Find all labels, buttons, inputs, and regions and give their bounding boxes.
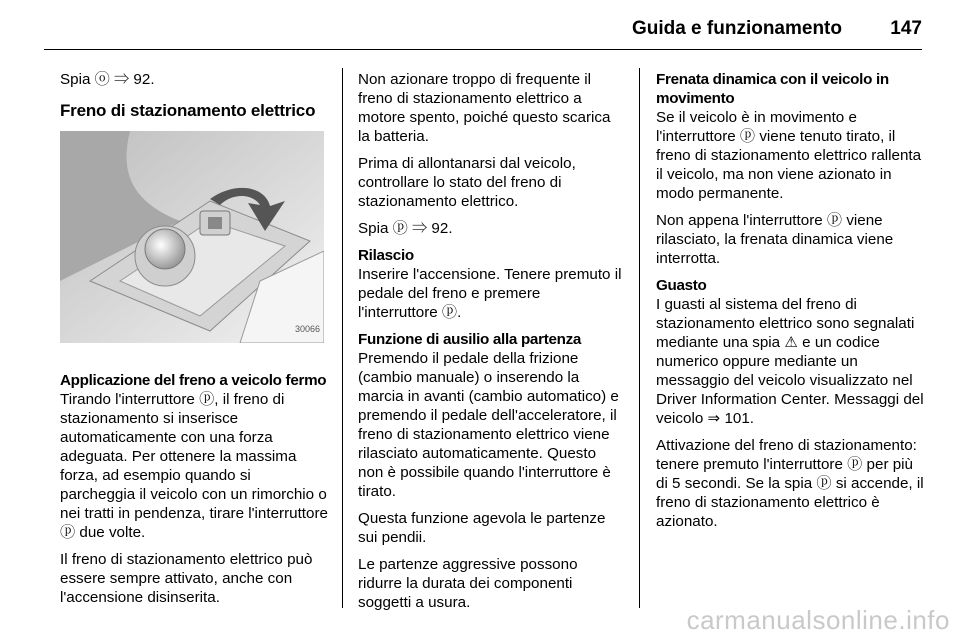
wear-text: Le partenze aggressive possono ridurre la durata dei componenti soggetti a usura. [358,556,578,611]
parking-brake-figure [60,131,324,343]
column-2 [358,70,623,620]
header-rule [44,49,922,50]
apply-brake-note: Il freno di stazionamento elettrico può essere sempre attivato, anche con l'accensione disinserita. [60,551,313,606]
parking-brake-switch-illustration [60,131,324,343]
watermark: carmanualsonline.info [686,605,950,635]
warning-light-ref: Spia ⓟ ⇒ 92. [358,220,453,237]
drive-away-assist-heading: Funzione di ausilio alla partenza [358,331,582,348]
drive-away-assist-text: Premendo il pedale della frizione (cambio manuale) o inserendo la marcia in avanti (cambio automatico) e premendo il pedale dell'acceleratore, il freno di stazionamento elettrico viene rilasciato automaticamente. Questo non è possibile quando l'interruttore è tirato. [358,350,619,500]
page-header [0,0,960,50]
column-3 [656,70,926,539]
fault-text: I guasti al sistema del freno di stazionamento elettrico sono segnalati mediante una spia ⚠ e un codice numerico oppure mediante un messaggio del veicolo visualizzato nel Driver Information Center. Messaggi del veicolo ⇒ 101. [656,296,924,427]
figure-label: 30066 [294,324,320,334]
page-number: 147 [890,18,922,39]
dynamic-braking-release-text: Non appena l'interruttore ⓟ viene rilasciato, la frenata dinamica viene interrotta. [656,212,894,267]
header-title: Guida e funzionamento [631,18,842,39]
column-1 [60,70,330,615]
check-status-text: Prima di allontanarsi dal veicolo, controllare lo stato del freno di stazionamento elettrico. [358,155,576,210]
slopes-text: Questa funzione agevola le partenze sui pendii. [358,510,606,546]
apply-brake-heading: Applicazione del freno a veicolo fermo [60,372,327,389]
apply-brake-text: Tirando l'interruttore ⓟ, il freno di stazionamento si inserisce automaticamente con una forza adeguata. Per ottenere la massima forza, ad esempio quando si parcheggia il veicolo con un rimorchio o nei tratti in pendenza, tirare l'interruttore ⓟ due volte. [60,391,328,541]
column-divider [342,68,343,608]
column-divider [639,68,640,608]
dynamic-braking-text: Se il veicolo è in movimento e l'interruttore ⓟ viene tenuto tirato, il freno di stazionamento elettrico rallenta il veicolo, ma non viene azionato in modo permanente. [656,109,922,202]
section-title: Freno di stazionamento elettrico [60,101,316,120]
release-text: Inserire l'accensione. Tenere premuto il pedale del freno e premere l'interruttore ⓟ. [358,266,622,321]
battery-warning-text: Non azionare troppo di frequente il freno di stazionamento elettrico a motore spento, poiché questo scarica la batteria. [358,71,611,145]
dynamic-braking-heading: Frenata dinamica con il veicolo in movimento [656,71,889,107]
release-heading: Rilascio [358,247,414,264]
fault-activation-text: Attivazione del freno di stazionamento: tenere premuto l'interruttore ⓟ per più di 5 secondi. Se la spia ⓟ si accende, il freno di stazionamento elettrico è azionato. [656,437,924,530]
intro-text: Spia ⓞ ⇒ 92. [60,71,155,88]
fault-heading: Guasto [656,277,707,294]
